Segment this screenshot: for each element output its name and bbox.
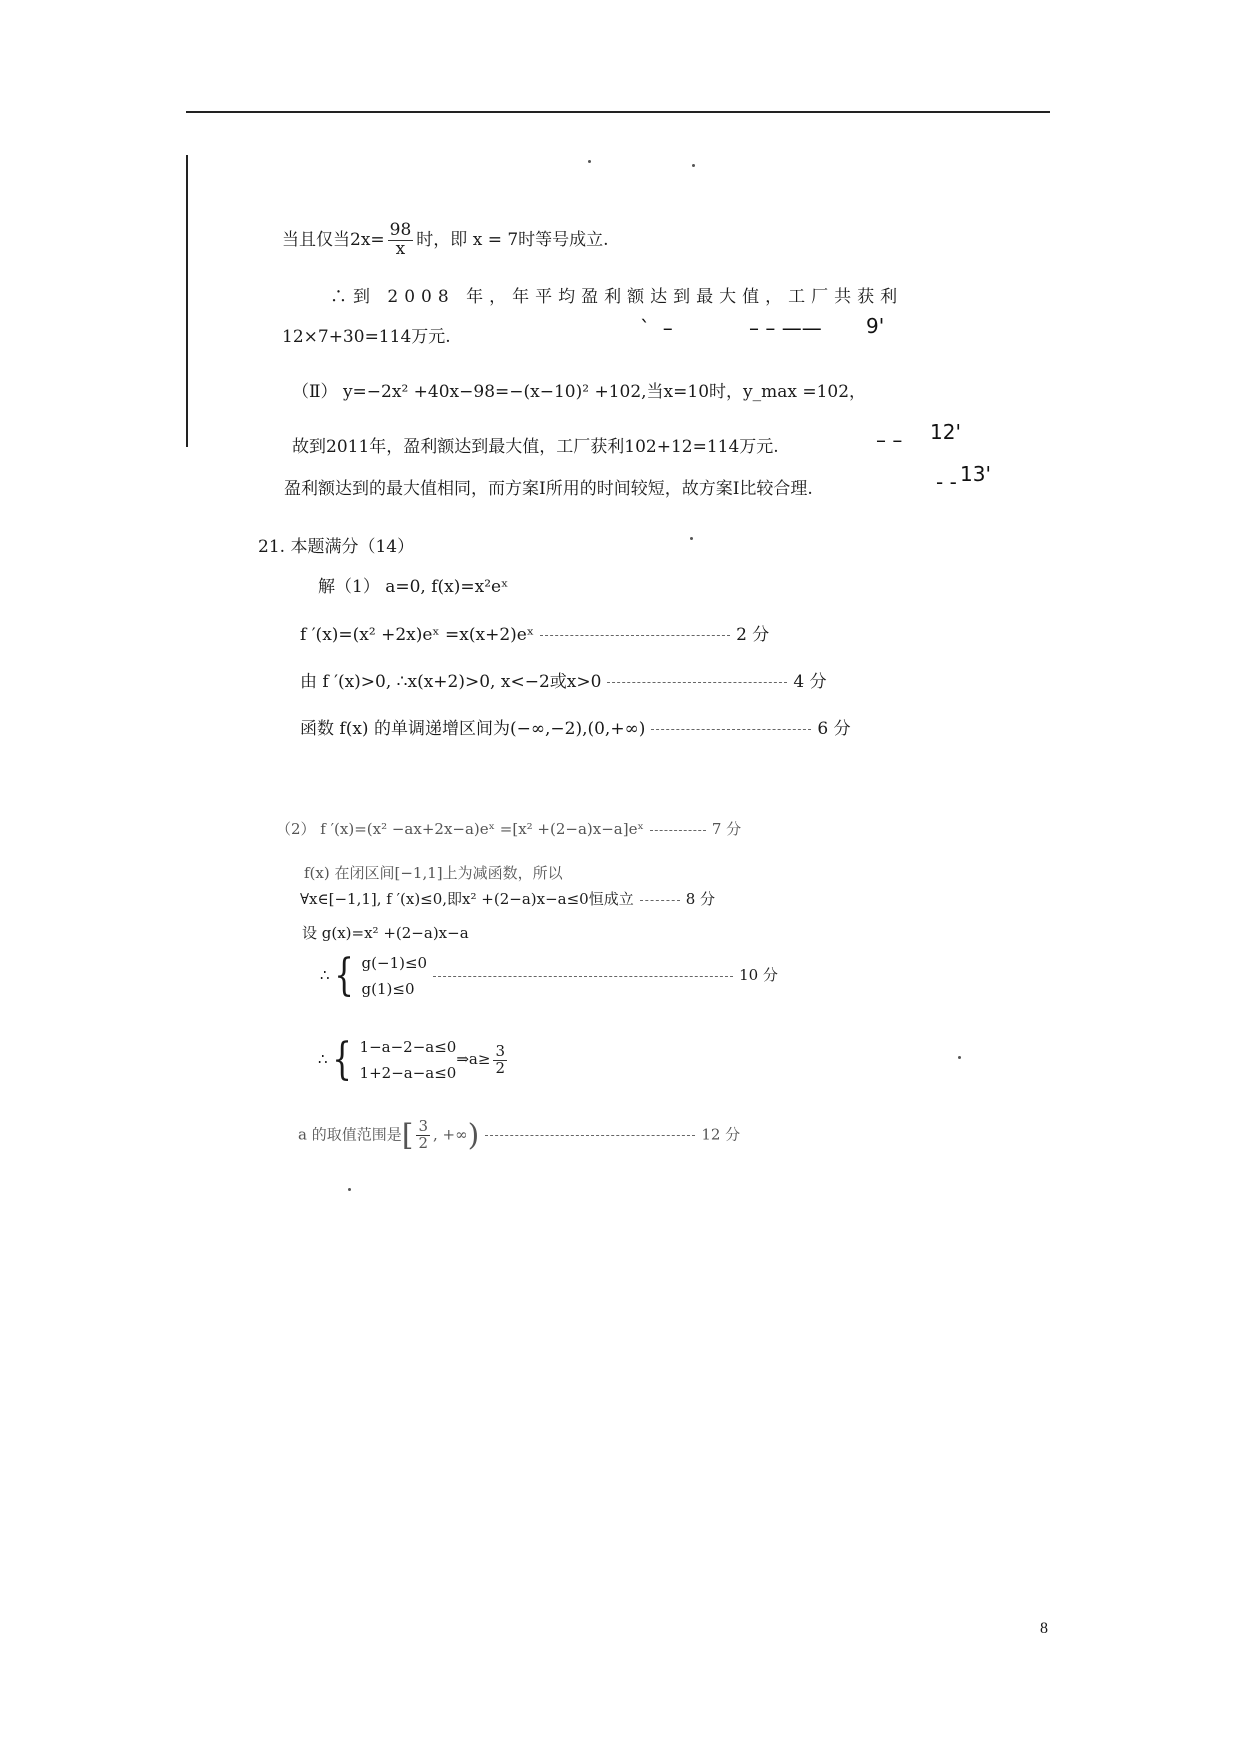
dotted-leader <box>650 830 706 831</box>
fraction-numerator: 98 <box>389 220 412 240</box>
step-1: 解（1） a=0, f(x)=x²eˣ <box>318 577 509 597</box>
system-row: 1−a−2−a≤0 <box>359 1038 457 1056</box>
handwritten-score-mark: 12' <box>930 420 961 444</box>
dotted-leader <box>485 1135 695 1136</box>
solution-line-4: （Ⅱ） y=−2x² +40x−98=−(x−10)² +102,当x=10时，y_max =102， <box>292 382 867 402</box>
scan-speck <box>690 537 693 540</box>
question-header: 21. 本题满分（14） <box>258 537 415 557</box>
solution-line-6: 盈利额达到的最大值相同，而方案Ⅰ所用的时间较短，故方案Ⅰ比较合理. <box>284 479 813 499</box>
text-segment: 当且仅当2x= <box>282 229 385 250</box>
dotted-leader <box>640 900 680 901</box>
part-2-line-3 <box>300 888 715 909</box>
fraction-denominator: 2 <box>495 1058 505 1077</box>
system-row: g(1)≤0 <box>361 980 415 998</box>
left-brace: { <box>331 1034 352 1085</box>
fraction <box>388 222 414 259</box>
scan-speck <box>588 160 591 163</box>
step-2 <box>300 620 769 645</box>
final-answer-line <box>298 1118 740 1153</box>
step-text: 函数 f(x) 的单调递增区间为(−∞,−2),(0,+∞) <box>300 719 646 739</box>
header-rule <box>186 111 1050 113</box>
part-2-line-2: f(x) 在闭区间[−1,1]上为减函数，所以 <box>304 864 563 882</box>
step-4 <box>300 714 851 739</box>
dotted-leader <box>433 976 733 977</box>
text-segment: 时，即 x = 7时等号成立. <box>416 229 609 250</box>
step-text: ∀x∈[−1,1], f ′(x)≤0,即x² +(2−a)x−a≤0恒成立 <box>300 890 634 908</box>
score-label: 10 分 <box>739 966 778 984</box>
handwritten-dashes: - - <box>936 470 957 494</box>
handwritten-dashes: ˋ – – – —— <box>640 316 822 340</box>
therefore-symbol: ∴ <box>320 966 330 984</box>
solution-line-2: ∴到 2008 年，年平均盈利额达到最大值，工厂共获利 <box>330 287 904 307</box>
dotted-leader <box>651 729 811 730</box>
step-text: （2） f ′(x)=(x² −ax+2x−a)eˣ =[x² +(2−a)x−a]eˣ <box>276 820 644 838</box>
system-row: g(−1)≤0 <box>361 954 428 972</box>
right-paren: ) <box>467 1118 480 1153</box>
handwritten-score-mark: 9' <box>866 314 885 338</box>
step-text: f ′(x)=(x² +2x)eˣ =x(x+2)eˣ <box>300 625 535 645</box>
system-rows <box>362 950 428 1002</box>
fraction <box>493 1041 507 1077</box>
score-label: 6 分 <box>817 719 851 739</box>
therefore-symbol: ∴ <box>318 1050 328 1068</box>
handwritten-score-mark: 13' <box>960 462 991 486</box>
score-label: 12 分 <box>701 1125 741 1144</box>
part-2-line-1 <box>276 818 741 839</box>
fraction-numerator: 3 <box>495 1041 505 1060</box>
scan-speck <box>958 1056 961 1059</box>
step-text: a 的取值范围是 <box>298 1125 402 1144</box>
solution-line-5: 故到2011年，盈利额达到最大值，工厂获利102+12=114万元. <box>292 437 779 457</box>
dotted-leader <box>540 635 730 636</box>
score-label: 8 分 <box>685 890 716 908</box>
score-label: 7 分 <box>711 820 742 838</box>
fraction-numerator: 3 <box>418 1117 428 1136</box>
handwritten-dashes: – – <box>876 428 903 452</box>
fraction <box>416 1119 430 1152</box>
dotted-leader <box>607 682 787 683</box>
implication-text: ⇒a≥ <box>456 1050 491 1068</box>
step-text: 由 f ′(x)>0, ∴x(x+2)>0, x<−2或x>0 <box>300 672 602 692</box>
scan-speck <box>348 1188 351 1191</box>
system-row: 1+2−a−a≤0 <box>359 1064 457 1082</box>
solution-line-1 <box>282 222 609 259</box>
system-of-inequalities-1 <box>320 950 778 1002</box>
left-brace: { <box>333 950 354 1001</box>
system-of-inequalities-2 <box>318 1034 510 1086</box>
page-number: 8 <box>1040 1620 1048 1637</box>
score-label: 2 分 <box>736 625 770 645</box>
solution-line-3: 12×7+30=114万元. <box>282 327 451 347</box>
interval-tail: , +∞ <box>432 1125 468 1144</box>
fraction-denominator: 2 <box>418 1134 428 1152</box>
score-label: 4 分 <box>793 672 827 692</box>
step-3 <box>300 667 827 692</box>
fraction-denominator: x <box>395 238 406 259</box>
system-rows <box>360 1034 457 1086</box>
margin-bar <box>186 155 188 447</box>
left-bracket: [ <box>401 1118 414 1153</box>
part-2-line-4: 设 g(x)=x² +(2−a)x−a <box>302 924 469 942</box>
scan-speck <box>692 164 695 167</box>
